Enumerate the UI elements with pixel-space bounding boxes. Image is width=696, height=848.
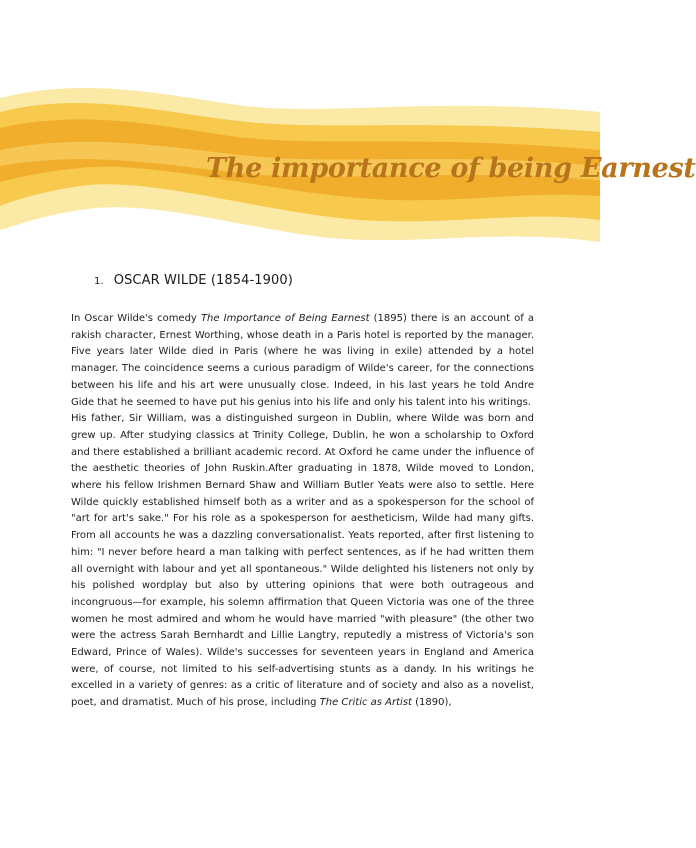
paragraph-1 bbox=[71, 311, 534, 411]
section-heading bbox=[94, 273, 293, 288]
document-title: The importance of being Earnest bbox=[206, 153, 696, 184]
wave-banner bbox=[0, 0, 696, 250]
paragraph-2 bbox=[71, 411, 534, 712]
section-number: 1. bbox=[94, 276, 104, 287]
p1-text-a: In Oscar Wilde's comedy bbox=[71, 313, 201, 324]
p1-play-title: The Importance of Being Earnest bbox=[200, 313, 370, 324]
body-text bbox=[71, 311, 534, 712]
p2-text-a: His father, Sir William, was a distinguished surgeon in Dublin, where Wilde was born and grew up. After studying classics at Trinity College, Dublin, he won a scholarship to Oxford and there established a brilliant academic record. At Oxford he came under the influence of the aesthetic theories of John Ruskin.After graduating in 1878, Wilde moved to London, where his fellow Irishmen Bernard Shaw and William Butler Yeats were also to settle. Here Wilde quickly established himself both as a writer and as a spokesperson for the school of "art for art's sake." For his role as a spokesperson for aestheticism, Wilde had many gifts. From all accounts he was a dazzling conversationalist. Yeats reported, after first listening to him: "I never before heard a man talking with perfect sentences, as if he had written them all overnight with labour and yet all spontaneous." Wilde delighted his listeners not only by his polished wordplay but also by uttering opinions that were both outrageous and incongruous—for example, his solemn affirmation that Queen Victoria was one of the three women he most admired and whom he would have married "with pleasure" (the other two were the actress Sarah Bernhardt and Lillie Langtry, reputedly a mistress of Victoria's son Edward, Prince of Wales). Wilde's successes for seventeen years in England and America were, of course, not limited to his self-advertising stunts as a dandy. In his writings he excelled in a variety of genres: as a critic of literature and of society and also as a novelist, poet, and dramatist. Much of his prose, including bbox=[71, 413, 534, 709]
p1-text-b: (1895) there is an account of a rakish character, Ernest Worthing, whose death in a Paris hotel is reported by the manager. Five years later Wilde died in Paris (where he was living in exile) attended by a hotel manager. The coincidence seems a curious paradigm of Wilde's career, for the connections between his life and his art were unusually close. Indeed, in his last years he told Andre Gide that he seemed to have put his genius into his life and only his talent into his writings. bbox=[71, 313, 534, 408]
section-heading-text: OSCAR WILDE (1854-1900) bbox=[113, 273, 293, 288]
p2-text-b: (1890), bbox=[411, 697, 452, 709]
wave-decoration bbox=[0, 0, 696, 250]
p2-work-title: The Critic as Artist bbox=[319, 697, 412, 709]
